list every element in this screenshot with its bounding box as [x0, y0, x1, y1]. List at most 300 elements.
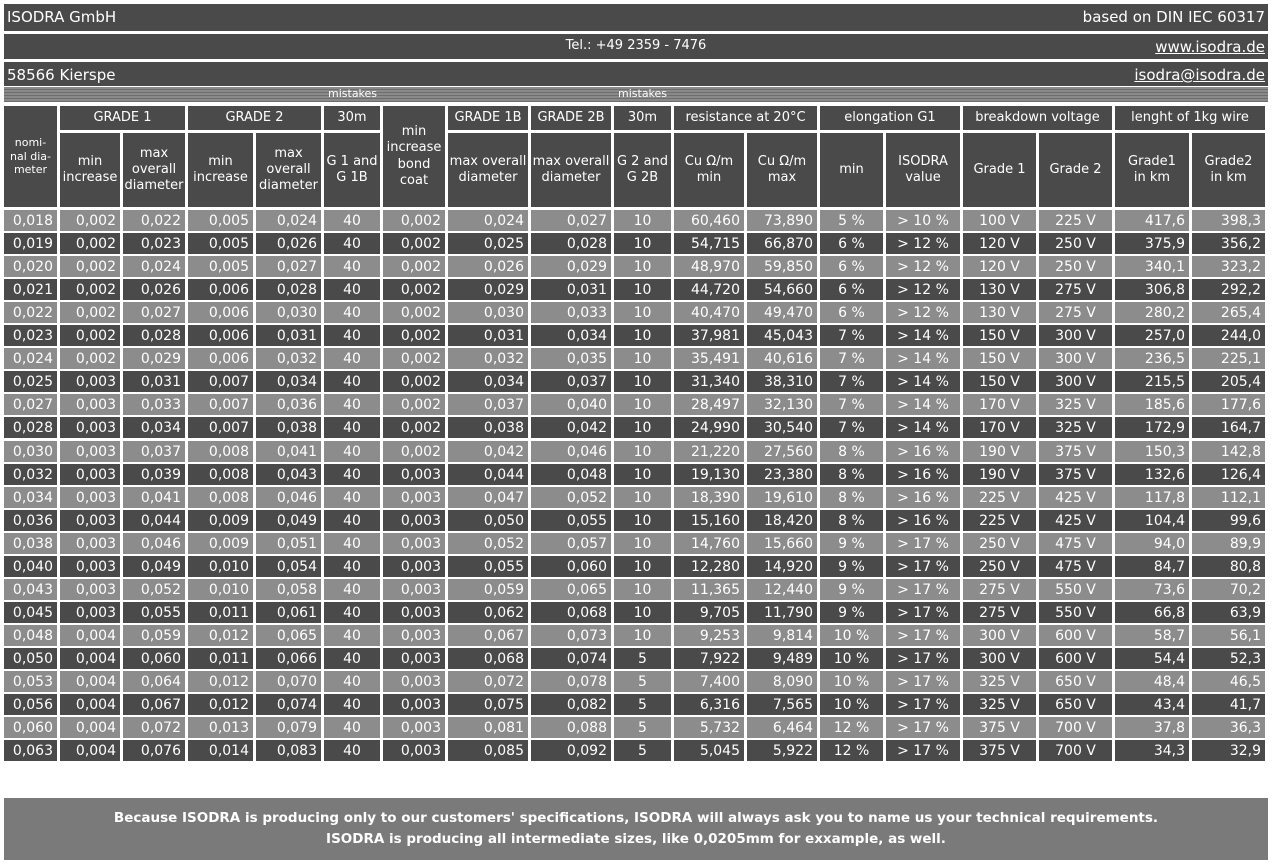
table-cell: 0,056 — [4, 694, 57, 715]
table-cell: 10 — [614, 302, 671, 323]
table-cell: 73,6 — [1115, 579, 1189, 600]
table-cell: 0,009 — [188, 510, 253, 531]
table-cell: 0,003 — [383, 602, 445, 623]
table-cell: 0,038 — [256, 417, 321, 438]
table-cell: 164,7 — [1192, 417, 1265, 438]
phone-number: Tel.: +49 2359 - 7476 — [4, 38, 1268, 54]
table-cell: 32,9 — [1192, 740, 1265, 761]
table-cell: > 17 % — [886, 602, 960, 623]
table-cell: 0,003 — [383, 740, 445, 761]
table-cell: 225 V — [1039, 210, 1112, 231]
table-cell: 0,005 — [188, 210, 253, 231]
table-cell: 0,028 — [256, 279, 321, 300]
table-cell: 40,616 — [747, 348, 817, 369]
table-cell: 0,049 — [123, 556, 185, 577]
table-cell: 0,035 — [531, 348, 611, 369]
table-cell: 0,027 — [256, 256, 321, 277]
table-cell: 0,054 — [256, 556, 321, 577]
table-cell: 475 V — [1039, 533, 1112, 554]
table-cell: 0,070 — [256, 671, 321, 692]
column-header: Grade2 in km — [1192, 133, 1265, 207]
table-cell: 417,6 — [1115, 210, 1189, 231]
table-cell: 89,9 — [1192, 533, 1265, 554]
website-link[interactable]: www.isodra.de — [1155, 38, 1265, 56]
table-cell: 0,003 — [383, 694, 445, 715]
table-cell: 40 — [324, 602, 380, 623]
table-cell: 323,2 — [1192, 256, 1265, 277]
table-cell: 0,055 — [123, 602, 185, 623]
table-cell: 10 — [614, 533, 671, 554]
group-header: GRADE 2 — [188, 106, 321, 130]
table-cell: 306,8 — [1115, 279, 1189, 300]
table-cell: 5 — [614, 694, 671, 715]
table-cell: 9,705 — [674, 602, 744, 623]
table-cell: 0,059 — [123, 625, 185, 646]
table-cell: 12 % — [820, 740, 883, 761]
table-cell: 10 % — [820, 648, 883, 669]
table-cell: 0,002 — [383, 256, 445, 277]
table-cell: 0,003 — [383, 648, 445, 669]
table-cell: 40 — [324, 487, 380, 508]
table-cell: 150 V — [963, 348, 1036, 369]
table-cell: 0,034 — [4, 487, 57, 508]
table-cell: > 17 % — [886, 694, 960, 715]
table-cell: 40 — [324, 648, 380, 669]
table-cell: 0,028 — [123, 325, 185, 346]
table-cell: > 14 % — [886, 325, 960, 346]
table-cell: 356,2 — [1192, 233, 1265, 254]
table-cell: 172,9 — [1115, 417, 1189, 438]
table-cell: 0,003 — [383, 464, 445, 485]
table-cell: 0,008 — [188, 487, 253, 508]
table-cell: 0,002 — [60, 210, 120, 231]
table-cell: 0,003 — [60, 556, 120, 577]
table-cell: 0,003 — [60, 464, 120, 485]
table-cell: 36,3 — [1192, 717, 1265, 738]
table-cell: 5 % — [820, 210, 883, 231]
table-cell: 7 % — [820, 417, 883, 438]
table-cell: 0,060 — [4, 717, 57, 738]
column-header: Grade 1 — [963, 133, 1036, 207]
column-header: max overall diameter — [531, 133, 611, 207]
table-cell: 0,010 — [188, 556, 253, 577]
table-cell: 0,052 — [448, 533, 528, 554]
table-cell: 40 — [324, 533, 380, 554]
table-cell: 0,012 — [188, 694, 253, 715]
table-cell: 0,055 — [448, 556, 528, 577]
table-cell: 49,470 — [747, 302, 817, 323]
table-cell: 0,033 — [123, 394, 185, 415]
table-cell: 11,790 — [747, 602, 817, 623]
table-cell: 150,3 — [1115, 441, 1189, 462]
table-cell: 275 V — [1039, 302, 1112, 323]
table-cell: 15,660 — [747, 533, 817, 554]
table-cell: 300 V — [1039, 371, 1112, 392]
table-cell: 375,9 — [1115, 233, 1189, 254]
table-cell: 0,030 — [4, 441, 57, 462]
table-cell: 6 % — [820, 279, 883, 300]
table-cell: 0,029 — [448, 279, 528, 300]
table-cell: 0,002 — [60, 256, 120, 277]
table-cell: 0,052 — [123, 579, 185, 600]
group-header: elongation G1 — [820, 106, 960, 130]
column-header: Grade1 in km — [1115, 133, 1189, 207]
table-cell: 120 V — [963, 256, 1036, 277]
table-cell: 10 — [614, 579, 671, 600]
table-cell: 0,083 — [256, 740, 321, 761]
table-cell: 40 — [324, 279, 380, 300]
table-cell: 0,059 — [448, 579, 528, 600]
table-cell: 0,067 — [448, 625, 528, 646]
footer-note — [4, 798, 1268, 860]
table-cell: 0,053 — [4, 671, 57, 692]
table-cell: 170 V — [963, 417, 1036, 438]
table-cell: 0,041 — [123, 487, 185, 508]
table-cell: 40 — [324, 740, 380, 761]
table-cell: 275 V — [1039, 279, 1112, 300]
table-cell: 40 — [324, 671, 380, 692]
table-cell: 10 % — [820, 625, 883, 646]
table-cell: 340,1 — [1115, 256, 1189, 277]
table-cell: 40 — [324, 625, 380, 646]
table-cell: 0,011 — [188, 602, 253, 623]
table-cell: 0,037 — [448, 394, 528, 415]
table-cell: 0,003 — [60, 417, 120, 438]
table-cell: 0,033 — [531, 302, 611, 323]
table-cell: 9,489 — [747, 648, 817, 669]
table-cell: 0,068 — [531, 602, 611, 623]
table-cell: 475 V — [1039, 556, 1112, 577]
table-cell: 40 — [324, 348, 380, 369]
table-cell: 0,005 — [188, 233, 253, 254]
table-cell: 18,390 — [674, 487, 744, 508]
table-cell: 0,058 — [256, 579, 321, 600]
table-cell: 0,006 — [188, 302, 253, 323]
table-cell: 0,026 — [448, 256, 528, 277]
column-header: max overall diameter — [256, 133, 321, 207]
group-header: GRADE 1B — [448, 106, 528, 130]
group-header: 30m — [324, 106, 380, 130]
table-cell: 0,025 — [4, 371, 57, 392]
table-cell: 225,1 — [1192, 348, 1265, 369]
table-cell: 9,253 — [674, 625, 744, 646]
table-cell: 0,065 — [531, 579, 611, 600]
table-cell: 280,2 — [1115, 302, 1189, 323]
table-cell: > 14 % — [886, 417, 960, 438]
table-cell: 59,850 — [747, 256, 817, 277]
table-cell: 0,022 — [4, 302, 57, 323]
table-cell: 205,4 — [1192, 371, 1265, 392]
table-cell: 0,003 — [383, 533, 445, 554]
table-cell: 40 — [324, 694, 380, 715]
table-cell: 0,052 — [531, 487, 611, 508]
table-cell: 275 V — [963, 579, 1036, 600]
table-cell: 0,066 — [256, 648, 321, 669]
table-cell: 0,050 — [4, 648, 57, 669]
table-cell: 0,055 — [531, 510, 611, 531]
table-cell: 0,060 — [123, 648, 185, 669]
table-cell: 0,024 — [256, 210, 321, 231]
table-cell: 48,4 — [1115, 671, 1189, 692]
table-cell: 40 — [324, 210, 380, 231]
table-cell: 5 — [614, 740, 671, 761]
table-cell: 11,365 — [674, 579, 744, 600]
table-cell: > 17 % — [886, 556, 960, 577]
table-cell: > 16 % — [886, 510, 960, 531]
table-cell: 325 V — [1039, 417, 1112, 438]
table-cell: 0,043 — [256, 464, 321, 485]
table-cell: 10 — [614, 556, 671, 577]
table-cell: 23,380 — [747, 464, 817, 485]
table-cell: 28,497 — [674, 394, 744, 415]
table-cell: 0,003 — [60, 533, 120, 554]
table-cell: 0,008 — [188, 464, 253, 485]
table-cell: 0,037 — [531, 371, 611, 392]
table-cell: 150 V — [963, 371, 1036, 392]
table-cell: 0,003 — [383, 717, 445, 738]
table-cell: 275 V — [963, 602, 1036, 623]
table-cell: 375 V — [1039, 464, 1112, 485]
table-cell: 0,007 — [188, 394, 253, 415]
table-cell: 0,045 — [4, 602, 57, 623]
table-cell: 54,660 — [747, 279, 817, 300]
table-cell: 0,030 — [256, 302, 321, 323]
table-cell: 0,003 — [60, 579, 120, 600]
table-cell: 0,012 — [188, 671, 253, 692]
table-cell: 94,0 — [1115, 533, 1189, 554]
table-cell: 0,040 — [4, 556, 57, 577]
table-cell: > 17 % — [886, 740, 960, 761]
column-header: Cu Ω/m min — [674, 133, 744, 207]
table-cell: 0,012 — [188, 625, 253, 646]
table-cell: 104,4 — [1115, 510, 1189, 531]
table-cell: 0,002 — [60, 325, 120, 346]
group-header: lenght of 1kg wire — [1115, 106, 1265, 130]
table-cell: > 16 % — [886, 487, 960, 508]
table-cell: 0,003 — [383, 579, 445, 600]
table-cell: 10 — [614, 233, 671, 254]
column-header: Grade 2 — [1039, 133, 1112, 207]
table-cell: 8,090 — [747, 671, 817, 692]
column-header: Cu Ω/m max — [747, 133, 817, 207]
table-cell: 0,007 — [188, 417, 253, 438]
table-cell: 0,036 — [256, 394, 321, 415]
table-cell: 0,042 — [531, 417, 611, 438]
table-cell: 0,031 — [256, 325, 321, 346]
table-cell: 40 — [324, 302, 380, 323]
table-cell: 0,039 — [123, 464, 185, 485]
table-cell: 0,003 — [383, 487, 445, 508]
table-cell: 0,021 — [4, 279, 57, 300]
table-cell: > 12 % — [886, 302, 960, 323]
table-cell: 0,023 — [4, 325, 57, 346]
table-cell: 0,014 — [188, 740, 253, 761]
table-cell: 0,049 — [256, 510, 321, 531]
table-cell: 0,081 — [448, 717, 528, 738]
table-cell: > 12 % — [886, 256, 960, 277]
table-cell: > 10 % — [886, 210, 960, 231]
table-cell: 185,6 — [1115, 394, 1189, 415]
table-cell: 0,027 — [4, 394, 57, 415]
table-cell: 0,029 — [531, 256, 611, 277]
table-cell: 0,063 — [4, 740, 57, 761]
table-cell: 0,085 — [448, 740, 528, 761]
table-cell: 7,922 — [674, 648, 744, 669]
table-cell: 0,006 — [188, 279, 253, 300]
table-cell: > 17 % — [886, 579, 960, 600]
table-cell: 10 — [614, 371, 671, 392]
table-cell: 650 V — [1039, 694, 1112, 715]
table-cell: 9 % — [820, 533, 883, 554]
table-cell: 0,028 — [4, 417, 57, 438]
table-cell: 0,002 — [383, 417, 445, 438]
table-cell: 0,075 — [448, 694, 528, 715]
table-cell: 0,002 — [60, 233, 120, 254]
table-cell: 375 V — [963, 717, 1036, 738]
table-cell: 0,032 — [256, 348, 321, 369]
table-cell: 300 V — [963, 648, 1036, 669]
table-cell: 0,067 — [123, 694, 185, 715]
table-cell: 300 V — [1039, 325, 1112, 346]
table-cell: 14,760 — [674, 533, 744, 554]
table-cell: 40 — [324, 325, 380, 346]
table-cell: 46,5 — [1192, 671, 1265, 692]
table-cell: 0,027 — [531, 210, 611, 231]
group-header: resistance at 20°C — [674, 106, 817, 130]
table-cell: 0,003 — [60, 487, 120, 508]
column-header: G 1 and G 1B — [324, 133, 380, 207]
table-cell: 0,018 — [4, 210, 57, 231]
group-header: GRADE 2B — [531, 106, 611, 130]
table-cell: 40 — [324, 556, 380, 577]
table-cell: 0,011 — [188, 648, 253, 669]
table-cell: 132,6 — [1115, 464, 1189, 485]
table-cell: 10 — [614, 210, 671, 231]
table-cell: 12,440 — [747, 579, 817, 600]
table-cell: 6 % — [820, 233, 883, 254]
table-cell: 700 V — [1039, 740, 1112, 761]
table-cell: > 14 % — [886, 394, 960, 415]
table-cell: 0,088 — [531, 717, 611, 738]
table-cell: 10 — [614, 256, 671, 277]
table-cell: 56,1 — [1192, 625, 1265, 646]
table-cell: 225 V — [963, 487, 1036, 508]
email-link[interactable]: isodra@isodra.de — [1134, 66, 1265, 84]
column-header: min increase bond coat — [383, 106, 445, 207]
table-cell: 117,8 — [1115, 487, 1189, 508]
table-cell: 425 V — [1039, 487, 1112, 508]
table-cell: 7,565 — [747, 694, 817, 715]
table-cell: 600 V — [1039, 625, 1112, 646]
table-cell: 325 V — [963, 671, 1036, 692]
table-cell: 6,316 — [674, 694, 744, 715]
table-cell: 190 V — [963, 441, 1036, 462]
table-cell: 5,922 — [747, 740, 817, 761]
table-cell: 8 % — [820, 464, 883, 485]
table-cell: 31,340 — [674, 371, 744, 392]
group-header: GRADE 1 — [60, 106, 185, 130]
table-cell: 130 V — [963, 302, 1036, 323]
table-cell: 0,074 — [256, 694, 321, 715]
table-cell: 0,060 — [531, 556, 611, 577]
table-cell: 0,022 — [123, 210, 185, 231]
table-cell: 5 — [614, 671, 671, 692]
table-cell: 0,079 — [256, 717, 321, 738]
table-cell: 0,026 — [256, 233, 321, 254]
table-cell: 45,043 — [747, 325, 817, 346]
table-cell: 0,003 — [60, 394, 120, 415]
table-cell: 7,400 — [674, 671, 744, 692]
table-cell: 0,073 — [531, 625, 611, 646]
table-cell: 10 — [614, 348, 671, 369]
table-cell: 37,981 — [674, 325, 744, 346]
table-cell: 0,003 — [383, 556, 445, 577]
column-header: nomi- nal dia- meter — [4, 106, 57, 207]
table-cell: 225 V — [963, 510, 1036, 531]
table-cell: 0,038 — [448, 417, 528, 438]
table-cell: 10 — [614, 510, 671, 531]
table-cell: 40 — [324, 233, 380, 254]
table-cell: > 17 % — [886, 671, 960, 692]
table-cell: 52,3 — [1192, 648, 1265, 669]
table-cell: 0,046 — [531, 441, 611, 462]
table-cell: 0,044 — [123, 510, 185, 531]
table-cell: 0,024 — [123, 256, 185, 277]
table-cell: > 16 % — [886, 464, 960, 485]
table-cell: 0,002 — [383, 210, 445, 231]
table-cell: 170 V — [963, 394, 1036, 415]
table-cell: 7 % — [820, 394, 883, 415]
table-cell: 0,002 — [383, 302, 445, 323]
table-cell: 10 — [614, 464, 671, 485]
table-cell: 40 — [324, 464, 380, 485]
table-cell: 8 % — [820, 441, 883, 462]
table-cell: 10 — [614, 325, 671, 346]
table-cell: 0,004 — [60, 671, 120, 692]
table-cell: 0,003 — [383, 671, 445, 692]
table-cell: 12,280 — [674, 556, 744, 577]
footer-line-2: ISODRA is producing all intermediate sizes, like 0,0205mm for exxample, as well. — [326, 831, 946, 847]
table-cell: 35,491 — [674, 348, 744, 369]
table-cell: 63,9 — [1192, 602, 1265, 623]
table-cell: 130 V — [963, 279, 1036, 300]
header-row-city — [4, 62, 1268, 86]
table-cell: 0,031 — [123, 371, 185, 392]
header-row-company — [4, 4, 1268, 31]
table-cell: 40 — [324, 717, 380, 738]
table-cell: 10 — [614, 441, 671, 462]
table-cell: 54,715 — [674, 233, 744, 254]
table-cell: 0,003 — [383, 510, 445, 531]
table-cell: 0,037 — [123, 441, 185, 462]
table-cell: 0,002 — [383, 279, 445, 300]
table-cell: 325 V — [1039, 394, 1112, 415]
table-cell: 44,720 — [674, 279, 744, 300]
table-cell: 0,006 — [188, 348, 253, 369]
table-cell: 58,7 — [1115, 625, 1189, 646]
table-cell: 6 % — [820, 256, 883, 277]
table-cell: 0,019 — [4, 233, 57, 254]
table-cell: 0,002 — [383, 371, 445, 392]
table-cell: 550 V — [1039, 579, 1112, 600]
table-cell: 5 — [614, 717, 671, 738]
table-cell: 10 — [614, 417, 671, 438]
table-cell: 10 — [614, 602, 671, 623]
table-cell: 150 V — [963, 325, 1036, 346]
table-cell: 10 % — [820, 694, 883, 715]
table-cell: 43,4 — [1115, 694, 1189, 715]
table-cell: 375 V — [963, 740, 1036, 761]
